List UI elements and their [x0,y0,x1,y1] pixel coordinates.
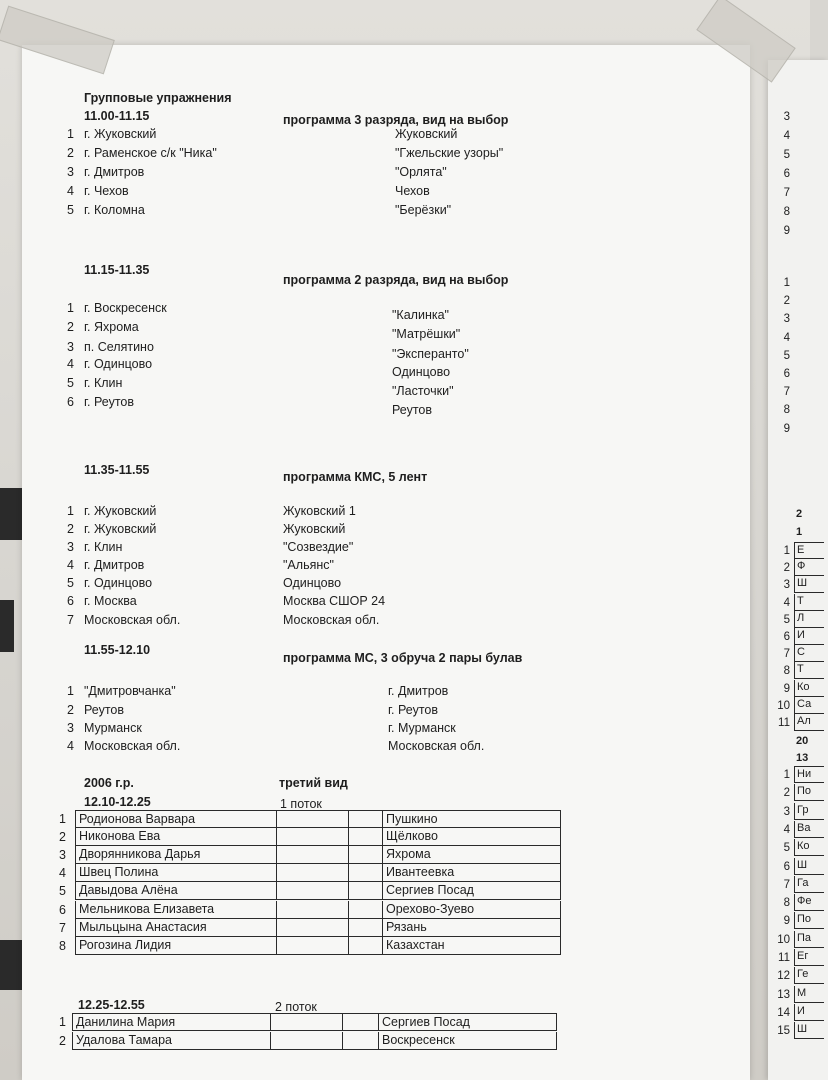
entry-number: 6 [67,594,74,608]
entry-city: г. Коломна [84,203,145,217]
entry-team: г. Мурманск [388,721,456,735]
side-row-number: 2 [783,787,790,800]
entry-team: Московская обл. [388,739,485,753]
empty-score-cell [277,864,349,882]
empty-score-cell [271,1032,343,1050]
entry-city: г. Воскресенск [84,301,167,315]
side-row-number: 5 [783,349,790,362]
entry-city: Московская обл. [84,739,181,753]
entry-number: 2 [67,703,74,717]
side-row-number: 10 [777,699,790,712]
side-row-number: 3 [783,111,790,123]
program-title: программа 3 разряда, вид на выбор [283,113,509,127]
entry-number: 1 [67,684,74,698]
athlete-name-cell: Швец Полина [75,864,277,882]
side-row-number: 1 [783,277,790,289]
side-row-number: 12 [777,970,790,983]
table-row-number: 2 [59,1034,66,1048]
table-row-number: 4 [59,866,66,881]
entry-number: 3 [67,721,74,735]
table-row-number: 1 [59,812,66,826]
athlete-city-cell: Сергиев Посад [379,1013,557,1031]
entry-number: 3 [67,340,74,354]
athlete-city-cell: Яхрома [383,846,561,864]
entry-city: г. Одинцово [84,576,153,590]
side-table-cell: Ге [794,967,824,984]
side-row-number: 11 [778,952,790,964]
side-row-number: 9 [783,225,790,237]
empty-score-cell [277,828,349,846]
entry-team: Жуковский [283,522,346,536]
side-table-cell: Ал [794,714,824,731]
empty-score-cell [277,882,349,900]
side-row-number: 8 [783,897,790,910]
entry-number: 5 [67,576,74,590]
session-time: 11.15-11.35 [84,263,150,277]
side-table-cell: Л [794,611,824,628]
program-title: программа КМС, 5 лент [283,470,428,484]
side-table-cell: По [794,784,824,801]
side-row-number: 7 [783,187,790,199]
side-row-number: 2 [783,562,790,575]
entry-city: г. Жуковский [84,504,157,518]
entry-number: 3 [67,540,74,554]
entry-number: 5 [67,376,74,390]
empty-score-cell [349,864,383,882]
entry-team: Московская обл. [283,613,380,627]
athlete-name-cell: Рогозина Лидия [75,937,277,955]
athlete-city-cell: Рязань [383,919,561,937]
empty-score-cell [349,901,383,919]
entry-city: г. Реутов [84,395,135,409]
session-time: 11.35-11.55 [84,463,150,477]
athlete-name-cell: Данилина Мария [72,1013,271,1031]
entry-number: 4 [67,558,74,572]
entry-team: Чехов [395,184,430,198]
athlete-city-cell: Сергиев Посад [383,882,561,900]
wall-letter-fragment [0,600,14,652]
entry-number: 3 [67,165,74,179]
side-table-cell: Са [794,697,824,714]
year-label: 2006 г.р. [84,776,134,790]
side-row-number: 9 [783,422,790,435]
table-row-number: 6 [59,902,66,917]
side-row-number: 8 [783,206,790,218]
entry-city: г. Дмитров [84,558,145,572]
empty-score-cell [343,1013,379,1031]
entry-number: 4 [67,739,74,753]
side-row-number: 4 [783,823,790,836]
entry-city: г. Чехов [84,184,129,198]
stream-time: 12.10-12.25 [84,795,151,809]
side-row-number: 3 [783,313,790,326]
side-table-cell: Ш [794,576,824,593]
side-row-number: 1 [783,545,790,557]
side-row-number: 9 [783,915,790,928]
side-row-number: 7 [783,648,790,661]
side-table-cell: С [794,645,824,662]
side-table-cell: Ва [794,821,824,838]
side-row-number: 6 [783,168,790,180]
entry-city: п. Селятино [84,340,154,354]
side-row-number: 7 [783,878,790,891]
side-row-number: 5 [783,613,790,626]
athlete-city-cell: Пушкино [383,810,561,828]
side-table-cell: Ко [794,680,824,697]
side-table-cell: М [794,986,824,1003]
side-row-number: 1 [783,769,790,781]
event-label: третий вид [279,776,348,790]
entry-team: "Созвездие" [283,540,354,554]
empty-score-cell [277,901,349,919]
side-row-number: 4 [783,130,790,142]
side-table-cell: Га [794,876,824,893]
side-row-number: 9 [783,682,790,695]
side-label: 1 [796,526,803,538]
side-table-cell: Ни [794,766,824,783]
table-row-number: 7 [59,920,66,935]
athlete-name-cell: Дворянникова Дарья [75,846,277,864]
side-table-cell: Фе [794,894,824,911]
table-row-number: 5 [59,884,66,899]
side-row-number: 8 [783,665,790,678]
entry-team: "Калинка" [392,308,449,322]
side-label: 20 [796,735,809,747]
side-table-cell: По [794,912,824,929]
entry-city: г. Одинцово [84,357,153,371]
entry-number: 6 [67,395,74,409]
entry-city: "Дмитровчанка" [84,684,176,698]
side-table-cell: Гр [794,803,824,820]
entry-team: "Матрёшки" [392,327,461,341]
entry-number: 1 [67,127,74,141]
entry-team: Реутов [392,403,433,417]
entry-number: 1 [67,504,74,518]
table-row-number: 3 [59,848,66,863]
entry-number: 2 [67,146,74,160]
side-row-number: 13 [777,988,790,1001]
side-table-cell: Ш [794,1022,824,1039]
side-label: 2 [796,508,803,520]
entry-team: "Гжельские узоры" [395,146,504,160]
entry-city: г. Раменское с/к "Ника" [84,146,217,160]
empty-score-cell [271,1013,343,1031]
empty-score-cell [277,846,349,864]
athlete-name-cell: Никонова Ева [75,828,277,846]
empty-score-cell [349,919,383,937]
adjacent-sheet [768,60,828,1080]
side-row-number: 5 [783,842,790,855]
athlete-name-cell: Мыльцына Анастасия [75,919,277,937]
side-row-number: 15 [777,1025,790,1038]
entry-team: "Эксперанто" [392,347,469,361]
entry-team: Одинцово [392,365,451,379]
athlete-city-cell: Воскресенск [379,1032,557,1050]
side-table-cell: Ф [794,559,824,576]
empty-score-cell [349,937,383,955]
side-row-number: 4 [783,331,790,344]
table-row-number: 8 [59,938,66,953]
stream-label: 1 поток [280,797,322,811]
entry-team: Москва СШОР 24 [283,594,386,608]
side-row-number: 3 [783,579,790,592]
athlete-name-cell: Родионова Варвара [75,810,277,828]
entry-team: г. Дмитров [388,684,449,698]
entry-team: "Альянс" [283,558,334,572]
empty-score-cell [343,1032,379,1050]
session-time: 11.00-11.15 [84,109,150,123]
entry-city: г. Жуковский [84,522,157,536]
athlete-city-cell: Щёлково [383,828,561,846]
side-row-number: 3 [783,805,790,818]
entry-number: 1 [67,301,74,315]
stream-label: 2 поток [275,1000,317,1014]
side-row-number: 2 [783,295,790,308]
athlete-city-cell: Казахстан [383,937,561,955]
side-row-number: 4 [783,596,790,609]
program-title: программа МС, 3 обруча 2 пары булав [283,651,523,665]
side-row-number: 8 [783,404,790,417]
stream-time: 12.25-12.55 [78,998,145,1012]
empty-score-cell [349,810,383,828]
entry-city: г. Клин [84,376,123,390]
program-title: программа 2 разряда, вид на выбор [283,273,509,287]
schedule-sheet [22,45,750,1080]
entry-team: "Орлята" [395,165,447,179]
empty-score-cell [349,882,383,900]
athlete-name-cell: Давыдова Алёна [75,882,277,900]
side-table-cell: Ко [794,839,824,856]
entry-team: Жуковский 1 [283,504,356,518]
entry-team: Жуковский [395,127,458,141]
athlete-city-cell: Орехово-Зуево [383,901,561,919]
entry-team: Одинцово [283,576,342,590]
entry-city: Московская обл. [84,613,181,627]
entry-city: г. Яхрома [84,320,139,334]
side-row-number: 5 [783,149,790,161]
entry-city: г. Клин [84,540,123,554]
entry-city: Реутов [84,703,125,717]
athlete-city-cell: Ивантеевка [383,864,561,882]
side-table-cell: Па [794,931,824,948]
entry-number: 4 [67,357,74,371]
side-label: 13 [796,752,809,764]
side-row-number: 6 [783,631,790,643]
table-row-number: 1 [59,1015,66,1029]
side-row-number: 6 [783,860,790,873]
side-row-number: 11 [778,717,790,729]
side-table-cell: Ш [794,858,824,875]
side-row-number: 10 [777,933,790,946]
entry-city: г. Москва [84,594,137,608]
empty-score-cell [277,919,349,937]
side-row-number: 7 [783,386,790,399]
empty-score-cell [277,810,349,828]
entry-number: 2 [67,320,74,334]
entry-team: "Ласточки" [392,384,454,398]
side-row-number: 6 [783,368,790,380]
side-table-cell: Т [794,594,824,611]
page-title: Групповые упражнения [84,91,232,105]
entry-number: 2 [67,522,74,536]
side-table-cell: Е [794,542,824,559]
wall-letter-fragment [0,940,22,990]
athlete-name-cell: Мельникова Елизавета [75,901,277,919]
empty-score-cell [349,828,383,846]
side-table-cell: И [794,1004,824,1021]
empty-score-cell [277,937,349,955]
empty-score-cell [349,846,383,864]
entry-team: "Берёзки" [395,203,452,217]
side-table-cell: И [794,628,824,645]
entry-number: 4 [67,184,74,198]
side-table-cell: Ег [794,949,824,966]
session-time: 11.55-12.10 [84,643,151,657]
athlete-name-cell: Удалова Тамара [72,1032,271,1050]
side-row-number: 14 [777,1006,790,1019]
side-table-cell: Т [794,662,824,679]
entry-city: г. Дмитров [84,165,145,179]
entry-number: 7 [67,613,74,627]
entry-number: 5 [67,203,74,217]
entry-city: Мурманск [84,721,142,735]
table-row-number: 2 [59,830,66,845]
entry-city: г. Жуковский [84,127,157,141]
entry-team: г. Реутов [388,703,439,717]
wall-letter-fragment [0,488,22,540]
